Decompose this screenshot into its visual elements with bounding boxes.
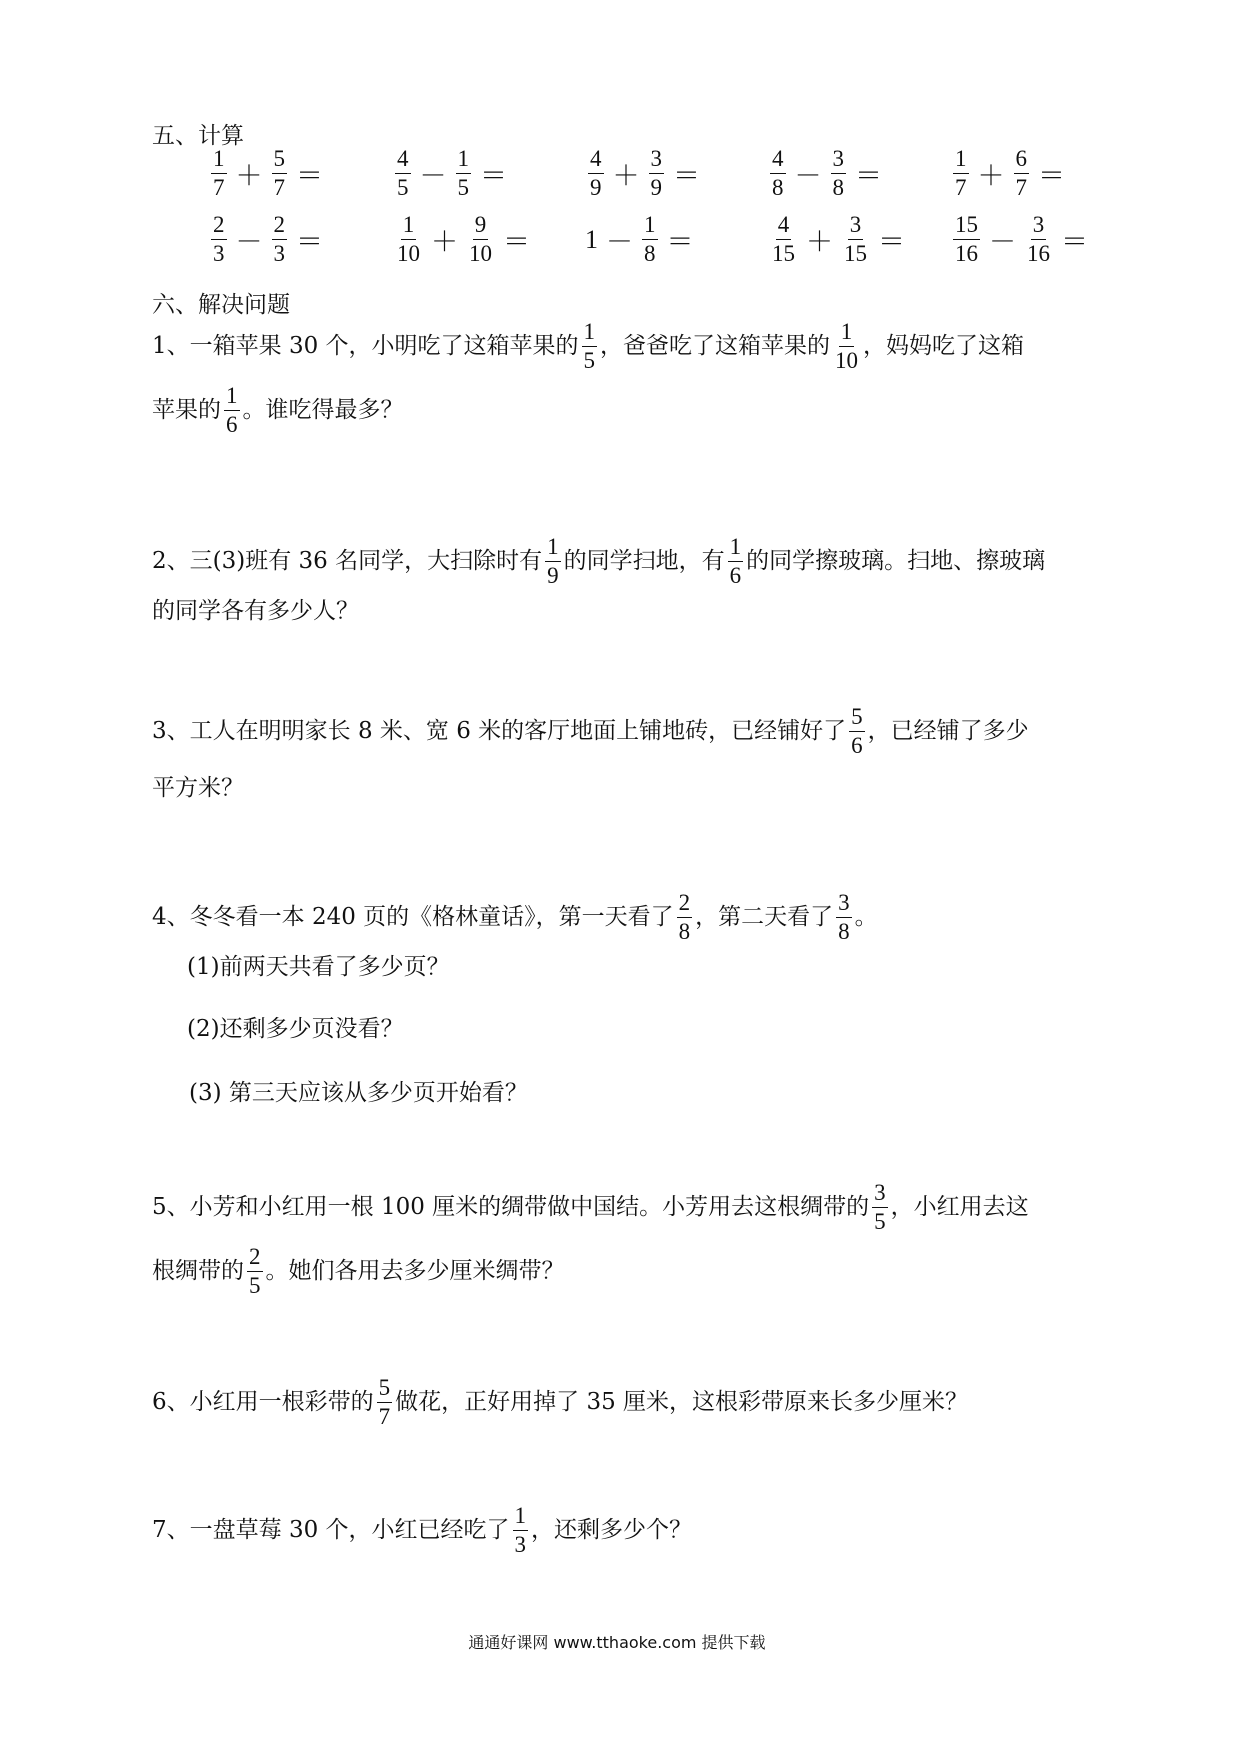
question-2-text-d: 的同学各有多少人？ xyxy=(152,598,359,624)
operator: ＋ xyxy=(431,227,458,258)
question-4-sub-2: (2)还剩多少页没看？ xyxy=(187,1016,404,1042)
equals-sign: ＝ xyxy=(855,161,882,192)
fraction xyxy=(833,320,860,373)
fraction xyxy=(513,1504,529,1557)
fraction xyxy=(649,147,665,200)
operator: － xyxy=(606,227,633,258)
calc-expression xyxy=(950,147,1065,200)
fraction xyxy=(842,213,869,266)
fraction xyxy=(872,1181,888,1234)
denominator: 5 xyxy=(583,348,596,374)
numerator: 5 xyxy=(377,1376,393,1403)
question-3-line-1 xyxy=(152,705,1029,758)
denominator: 6 xyxy=(729,563,742,589)
fraction xyxy=(770,147,786,200)
question-4-sub-1: (1)前两天共看了多少页？ xyxy=(187,954,450,980)
denominator: 16 xyxy=(1027,241,1050,267)
calc-expression xyxy=(585,213,694,266)
fraction xyxy=(272,147,288,200)
equals-sign: ＝ xyxy=(296,227,323,258)
operator: ＋ xyxy=(977,161,1005,192)
numerator: 2 xyxy=(272,213,288,240)
fraction xyxy=(1014,147,1030,200)
fraction xyxy=(849,705,865,758)
calc-expression xyxy=(208,147,323,200)
fraction xyxy=(247,1245,263,1298)
footer-source: 通通好课网 www.tthaoke.com 提供下载 xyxy=(468,1633,766,1652)
fraction xyxy=(677,891,693,944)
whole-number: 1 xyxy=(585,224,598,254)
numerator: 1 xyxy=(545,535,561,562)
numerator: 4 xyxy=(588,147,604,174)
denominator: 10 xyxy=(397,241,420,267)
question-5-line-1 xyxy=(152,1181,1029,1234)
denominator: 3 xyxy=(213,241,225,267)
fraction xyxy=(728,535,744,588)
equals-sign: ＝ xyxy=(878,227,905,258)
numerator: 3 xyxy=(836,891,852,918)
denominator: 8 xyxy=(772,175,784,201)
equals-sign: ＝ xyxy=(296,161,323,192)
numerator: 1 xyxy=(728,535,744,562)
fraction xyxy=(770,213,797,266)
numerator: 4 xyxy=(770,147,786,174)
numerator: 1 xyxy=(953,147,969,174)
question-7-text-b: ，还剩多少个？ xyxy=(531,1517,693,1544)
fraction xyxy=(211,147,227,200)
question-6-line-1 xyxy=(152,1376,968,1429)
fraction xyxy=(456,147,472,200)
equals-sign: ＝ xyxy=(673,161,700,192)
denominator: 8 xyxy=(678,919,691,945)
calc-expression xyxy=(585,147,700,200)
question-4-text-c: 。 xyxy=(854,904,878,931)
question-5-line-2 xyxy=(152,1245,565,1298)
numerator: 3 xyxy=(649,147,665,174)
fraction xyxy=(395,213,422,266)
denominator: 10 xyxy=(469,241,492,267)
denominator: 5 xyxy=(457,175,469,201)
denominator: 9 xyxy=(547,563,559,589)
operator: － xyxy=(794,161,822,192)
question-1-line-2 xyxy=(152,384,404,437)
numerator: 6 xyxy=(1014,147,1030,174)
numerator: 4 xyxy=(395,147,411,174)
fraction xyxy=(545,535,561,588)
question-1-text-d: 苹果的 xyxy=(152,397,221,424)
denominator: 15 xyxy=(844,241,867,267)
equals-sign: ＝ xyxy=(666,227,694,258)
section5-title: 五、计算 xyxy=(152,123,244,149)
numerator: 3 xyxy=(872,1181,888,1208)
numerator: 1 xyxy=(839,320,855,347)
question-6-text-b: 做花，正好用掉了 35 厘米，这根彩带原来长多少厘米？ xyxy=(395,1389,969,1416)
calc-expression xyxy=(392,213,530,266)
fraction xyxy=(272,213,288,266)
operator: － xyxy=(989,227,1016,258)
fraction xyxy=(588,147,604,200)
operator: ＋ xyxy=(612,161,640,192)
numerator: 1 xyxy=(211,147,227,174)
denominator: 5 xyxy=(249,1273,261,1299)
equals-sign: ＝ xyxy=(503,227,530,258)
denominator: 10 xyxy=(835,348,859,374)
numerator: 5 xyxy=(849,705,865,732)
question-5-text-d: 。她们各用去多少厘米绸带？ xyxy=(265,1258,565,1285)
question-5-text-b: ，小红用去这 xyxy=(890,1194,1029,1221)
numerator: 5 xyxy=(272,147,288,174)
equals-sign: ＝ xyxy=(1061,227,1088,258)
calc-expression xyxy=(767,213,905,266)
question-1-text-a: 1、一箱苹果 30 个，小明吃了这箱苹果的 xyxy=(152,333,579,360)
question-6-text-a: 6、小红用一根彩带的 xyxy=(152,1389,374,1416)
question-1-text-e: 。谁吃得最多？ xyxy=(242,397,404,424)
numerator: 2 xyxy=(247,1245,263,1272)
calc-expression xyxy=(950,213,1088,266)
denominator: 3 xyxy=(273,241,285,267)
fraction xyxy=(467,213,494,266)
equals-sign: ＝ xyxy=(1038,161,1065,192)
operator: ＋ xyxy=(235,161,263,192)
fraction xyxy=(582,320,598,373)
question-1-text-c: ，妈妈吃了这箱 xyxy=(863,333,1025,360)
denominator: 8 xyxy=(838,919,850,945)
fraction xyxy=(1025,213,1052,266)
denominator: 7 xyxy=(378,1404,391,1430)
denominator: 3 xyxy=(514,1532,527,1558)
numerator: 1 xyxy=(513,1504,529,1531)
section6-title: 六、解决问题 xyxy=(152,292,290,318)
question-4-line-1 xyxy=(152,891,878,944)
question-4-text-a: 4、冬冬看一本 240 页的《格林童话》，第一天看了 xyxy=(152,904,674,931)
numerator: 3 xyxy=(1031,213,1047,240)
numerator: 3 xyxy=(848,213,864,240)
denominator: 5 xyxy=(397,175,409,201)
question-5-text-a: 5、小芳和小红用一根 100 厘米的绸带做中国结。小芳用去这根绸带的 xyxy=(152,1194,870,1221)
denominator: 7 xyxy=(213,175,225,201)
question-7-text-a: 7、一盘草莓 30 个，小红已经吃了 xyxy=(152,1517,510,1544)
denominator: 7 xyxy=(273,175,285,201)
numerator: 1 xyxy=(224,384,240,411)
fraction xyxy=(211,213,227,266)
question-1-line-1 xyxy=(152,320,1024,373)
operator: － xyxy=(419,161,447,192)
denominator: 8 xyxy=(832,175,844,201)
calc-expression xyxy=(767,147,882,200)
calc-expression xyxy=(208,213,323,266)
denominator: 6 xyxy=(226,412,238,438)
question-3-text-c: 平方米？ xyxy=(152,775,244,801)
question-5-text-c: 根绸带的 xyxy=(152,1258,244,1285)
denominator: 15 xyxy=(772,241,795,267)
operator: － xyxy=(235,227,263,258)
fraction xyxy=(836,891,852,944)
numerator: 15 xyxy=(953,213,980,240)
question-3-text-b: ，已经铺了多少 xyxy=(867,718,1029,745)
operator: ＋ xyxy=(806,227,833,258)
denominator: 9 xyxy=(590,175,602,201)
question-2-line-2 xyxy=(152,600,359,623)
question-4-text-b: ，第二天看了 xyxy=(695,904,834,931)
numerator: 1 xyxy=(642,213,658,240)
question-2-line-1 xyxy=(152,535,1045,588)
question-1-text-b: ，爸爸吃了这箱苹果的 xyxy=(600,333,831,360)
question-3-text-a: 3、工人在明明家长 8 米、宽 6 米的客厅地面上铺地砖，已经铺好了 xyxy=(152,718,847,745)
numerator: 2 xyxy=(677,891,693,918)
numerator: 4 xyxy=(776,213,792,240)
numerator: 3 xyxy=(831,147,847,174)
question-7-line-1 xyxy=(152,1504,692,1557)
numerator: 1 xyxy=(582,320,598,347)
fraction xyxy=(953,213,980,266)
calc-expression xyxy=(392,147,507,200)
denominator: 9 xyxy=(650,175,662,201)
fraction xyxy=(224,384,240,437)
question-2-text-a: 2、三(3)班有 36 名同学，大扫除时有 xyxy=(152,548,543,575)
denominator: 7 xyxy=(955,175,967,201)
question-4-sub-3: (3) 第三天应该从多少页开始看？ xyxy=(189,1080,528,1106)
denominator: 16 xyxy=(955,241,978,267)
fraction xyxy=(395,147,411,200)
numerator: 1 xyxy=(401,213,417,240)
numerator: 9 xyxy=(473,213,489,240)
fraction xyxy=(831,147,847,200)
fraction xyxy=(642,213,658,266)
numerator: 1 xyxy=(456,147,472,174)
question-2-text-c: 的同学擦玻璃。扫地、擦玻璃 xyxy=(746,548,1046,575)
question-2-text-b: 的同学扫地，有 xyxy=(563,548,725,575)
equals-sign: ＝ xyxy=(480,161,507,192)
question-3-line-2 xyxy=(152,777,244,800)
numerator: 2 xyxy=(211,213,227,240)
fraction xyxy=(953,147,969,200)
denominator: 6 xyxy=(851,733,863,759)
denominator: 8 xyxy=(644,241,656,267)
denominator: 5 xyxy=(874,1209,886,1235)
fraction xyxy=(377,1376,393,1429)
denominator: 7 xyxy=(1015,175,1027,201)
